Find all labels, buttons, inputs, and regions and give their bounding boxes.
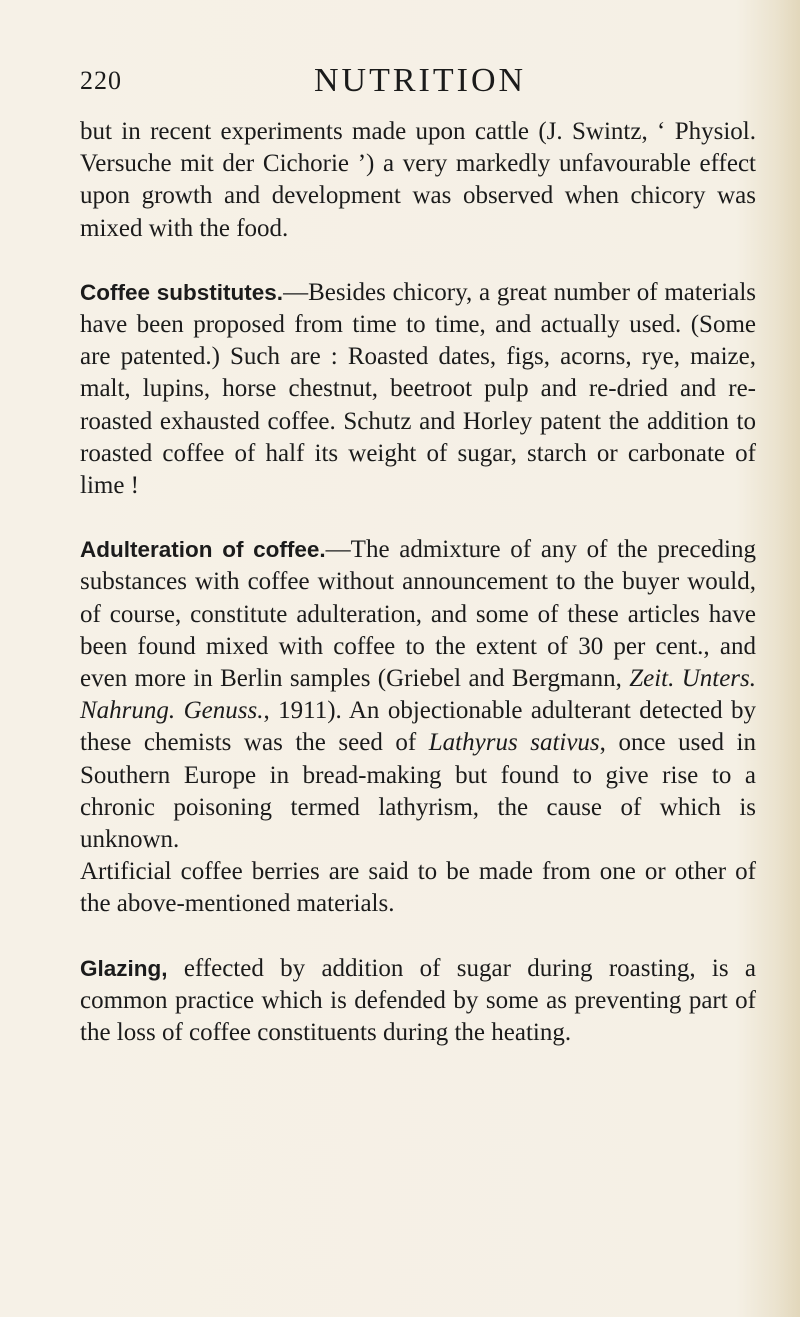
paragraph-text: —The admixture of any of the preceding substances with coffee without announcement to the buyer would, of course, constitute adulteration, and some of these articles have been found mixed with coffee to the extent of 30 per cent., and even more in Berlin samples (Griebel and Bergmann, xyxy=(80,536,756,693)
running-head: NUTRITION xyxy=(314,62,527,99)
paragraph-text: , 1911). An objectionable adulterant detected by these chemists was the seed of xyxy=(80,697,757,757)
page-header xyxy=(80,62,720,102)
paragraph-adulteration xyxy=(80,534,756,856)
body-text xyxy=(80,116,756,1049)
paragraph-glazing xyxy=(80,953,756,1050)
journal-citation: Zeit. Unters. Nahrung. Genuss. xyxy=(80,665,757,725)
section-heading-adulteration: Adulteration of coffee. xyxy=(80,537,326,563)
paragraph-text: but in recent experiments made upon cattle (J. Swintz, ‘ Physiol. Versuche mit der Cichorie ’) a very markedly unfavourable effect upon growth and development was observed when chicory was mixed with the food. xyxy=(80,118,756,242)
page-number: 220 xyxy=(80,66,122,95)
paragraph-text: effected by addition of sugar during roasting, is a common practice which is defended by some as preventing part of the loss of coffee constituents during the heating. xyxy=(80,954,756,1047)
paragraph-coffee-substitutes xyxy=(80,277,756,502)
paragraph-text: Artificial coffee berries are said to be made from one or other of the above-mentioned materials. xyxy=(80,858,756,918)
paragraph-text: , once used in Southern Europe in bread-making but found to give rise to a chronic poisoning termed lathyrism, the cause of which is unknown. xyxy=(80,729,756,854)
section-heading-coffee-substitutes: Coffee substitutes. xyxy=(80,279,284,305)
section-heading-glazing: Glazing, xyxy=(80,955,168,981)
paragraph-chicory-experiments xyxy=(80,116,756,245)
species-name: Lathyrus sativus xyxy=(428,729,600,757)
paragraph-artificial-berries xyxy=(80,856,756,920)
paragraph-text: —Besides chicory, a great number of materials have been proposed from time to time, and actually used. (Some are patented.) Such are : Roasted dates, figs, acorns, rye, maize, malt, lupins, horse chestnut, beetroot pulp and re-dried and re-roasted exhausted coffee. Schutz and Horley patent the addition to roasted coffee of half its weight of sugar, starch or carbonate of lime ! xyxy=(80,278,756,500)
